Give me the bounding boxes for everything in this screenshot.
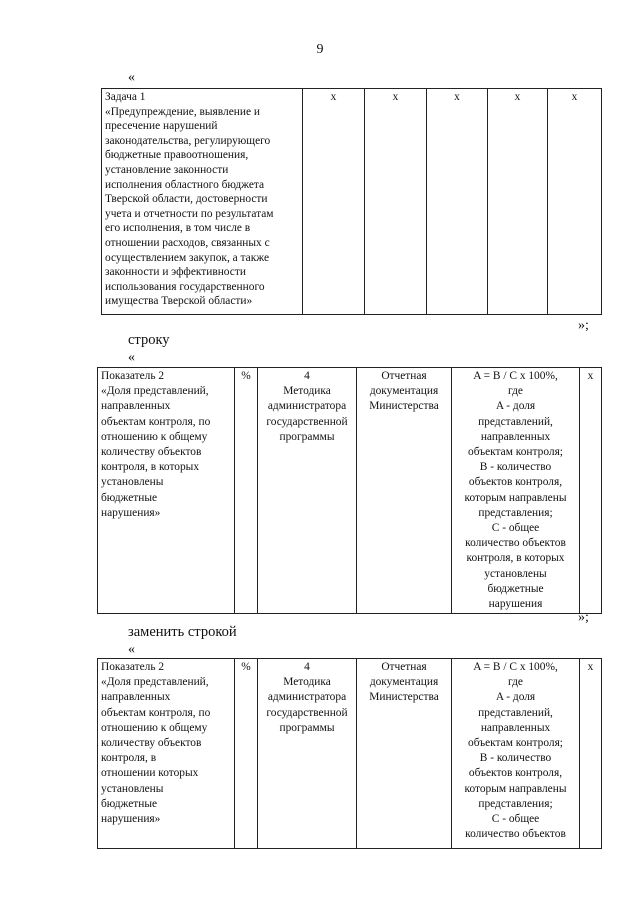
text-line: которым направлены (464, 782, 567, 795)
text-line: объектам контроля; (468, 737, 563, 750)
text-line: B - количество (479, 752, 552, 765)
text-line: A - доля (495, 691, 536, 704)
label-zamenit: заменить строкой (128, 624, 237, 640)
indicator-description (101, 369, 231, 521)
text-line: A - доля (495, 400, 536, 413)
text-line: направленных (101, 400, 171, 413)
open-quote: « (128, 350, 135, 365)
x-cell: x (365, 89, 427, 315)
text-line: объектам контроля, по (101, 415, 211, 428)
text-line: объектам контроля; (468, 446, 563, 459)
text-line: администратора (267, 400, 347, 413)
text-line: представлений, (478, 706, 553, 719)
indicator-description-cell (98, 368, 235, 614)
text-line: количеству объектов (101, 446, 202, 459)
indicator-description (101, 660, 231, 827)
text-line: законодательства, регулирующего (105, 134, 271, 147)
text-line: представления; (478, 506, 553, 519)
text-line: Отчетная (381, 370, 427, 382)
text-line: направленных (101, 691, 171, 704)
task-table (101, 88, 602, 315)
text-line: исполнения областного бюджета (105, 178, 265, 191)
text-line: программы (279, 430, 335, 443)
text-line: Отчетная (381, 661, 427, 673)
x-cell: x (303, 89, 365, 315)
text-line: представлений, (478, 415, 553, 428)
text-line: учета и отчетности по результатам (105, 207, 274, 220)
text-line: «Доля представлений, (101, 385, 209, 398)
page-number: 9 (316, 42, 324, 57)
text-line: Показатель 2 (101, 370, 165, 382)
text-line: программы (279, 721, 335, 734)
text-line: 4 (304, 370, 310, 382)
x-cell: x (488, 89, 548, 315)
unit-cell: % (235, 659, 258, 849)
text-line: отношению к общему (101, 721, 208, 734)
text-line: бюджетные (101, 491, 158, 504)
unit-cell: % (235, 368, 258, 614)
indicator-description-cell (98, 659, 235, 849)
text-line: Методика (283, 385, 331, 398)
x-cell: x (427, 89, 488, 315)
method-text (261, 369, 353, 445)
text-line: Министерства (369, 400, 439, 413)
text-line: установлены (101, 476, 164, 489)
text-line: бюджетные (101, 797, 158, 810)
text-line: осуществлением закупок, а также (105, 251, 270, 264)
text-line: документация (369, 385, 439, 398)
formula-cell (452, 368, 580, 614)
text-line: нарушения» (101, 813, 161, 826)
text-line: «Доля представлений, (101, 676, 209, 689)
text-line: направленных (480, 430, 551, 443)
text-line: объектов контроля, (468, 476, 563, 489)
open-quote: « (128, 642, 135, 657)
text-line: установлены (484, 567, 547, 580)
source-cell (357, 368, 452, 614)
text-line: контроля, в которых (101, 461, 200, 474)
text-line: объектов контроля, (468, 767, 563, 780)
formula-text (455, 660, 576, 842)
text-line: Тверской области, достоверности (105, 193, 268, 206)
formula-cell (452, 659, 580, 849)
formula-text (455, 369, 576, 612)
text-line: отношению к общему (101, 430, 208, 443)
method-cell (258, 659, 357, 849)
text-line: отношении которых (101, 767, 199, 780)
method-cell (258, 368, 357, 614)
text-line: контроля, в которых (466, 552, 565, 565)
indicator-table-old (97, 367, 602, 614)
text-line: количество объектов (465, 828, 566, 841)
text-line: нарушения» (101, 506, 161, 519)
text-line: «Предупреждение, выявление и (105, 105, 260, 118)
text-line: бюджетные правоотношения, (105, 149, 249, 162)
text-line: отношении расходов, связанных с (105, 236, 270, 249)
x-cell: x (548, 89, 602, 315)
text-line: Задача 1 (105, 91, 146, 103)
close-quote: »; (578, 318, 589, 333)
text-line: представления; (478, 797, 553, 810)
source-text (360, 660, 448, 706)
text-line: C - общее (491, 522, 540, 535)
text-line: A = B / C x 100%, (473, 661, 558, 673)
text-line: установлены (101, 782, 164, 795)
text-line: Методика (283, 676, 331, 689)
text-line: объектам контроля, по (101, 706, 211, 719)
text-line: имущества Тверской области» (105, 295, 253, 308)
text-line: которым направлены (464, 491, 567, 504)
text-line: C - общее (491, 813, 540, 826)
text-line: Показатель 2 (101, 661, 165, 673)
text-line: контроля, в (101, 752, 157, 765)
text-line: администратора (267, 691, 347, 704)
task-description-cell (102, 89, 303, 315)
text-line: количеству объектов (101, 737, 202, 750)
text-line: документация (369, 676, 439, 689)
text-line: пресечение нарушений (105, 120, 218, 133)
text-line: законности и эффективности (105, 266, 246, 279)
x-cell: x (580, 659, 602, 849)
text-line: нарушения (488, 598, 543, 611)
x-cell: x (580, 368, 602, 614)
text-line: государственной (266, 706, 348, 719)
label-stroku: строку (128, 332, 170, 348)
text-line: A = B / C x 100%, (473, 370, 558, 382)
close-quote: »; (578, 610, 589, 625)
text-line: где (508, 385, 523, 398)
source-cell (357, 659, 452, 849)
text-line: количество объектов (465, 537, 566, 550)
text-line: Министерства (369, 691, 439, 704)
task-description (105, 90, 299, 309)
source-text (360, 369, 448, 415)
text-line: B - количество (479, 461, 552, 474)
text-line: установление законности (105, 163, 229, 176)
text-line: где (508, 676, 523, 689)
text-line: его исполнения, в том числе в (105, 222, 251, 235)
text-line: направленных (480, 721, 551, 734)
text-line: 4 (304, 661, 310, 673)
text-line: государственной (266, 415, 348, 428)
indicator-table-new (97, 658, 602, 849)
method-text (261, 660, 353, 736)
text-line: бюджетные (487, 582, 544, 595)
text-line: использования государственного (105, 280, 265, 293)
open-quote: « (128, 70, 135, 85)
